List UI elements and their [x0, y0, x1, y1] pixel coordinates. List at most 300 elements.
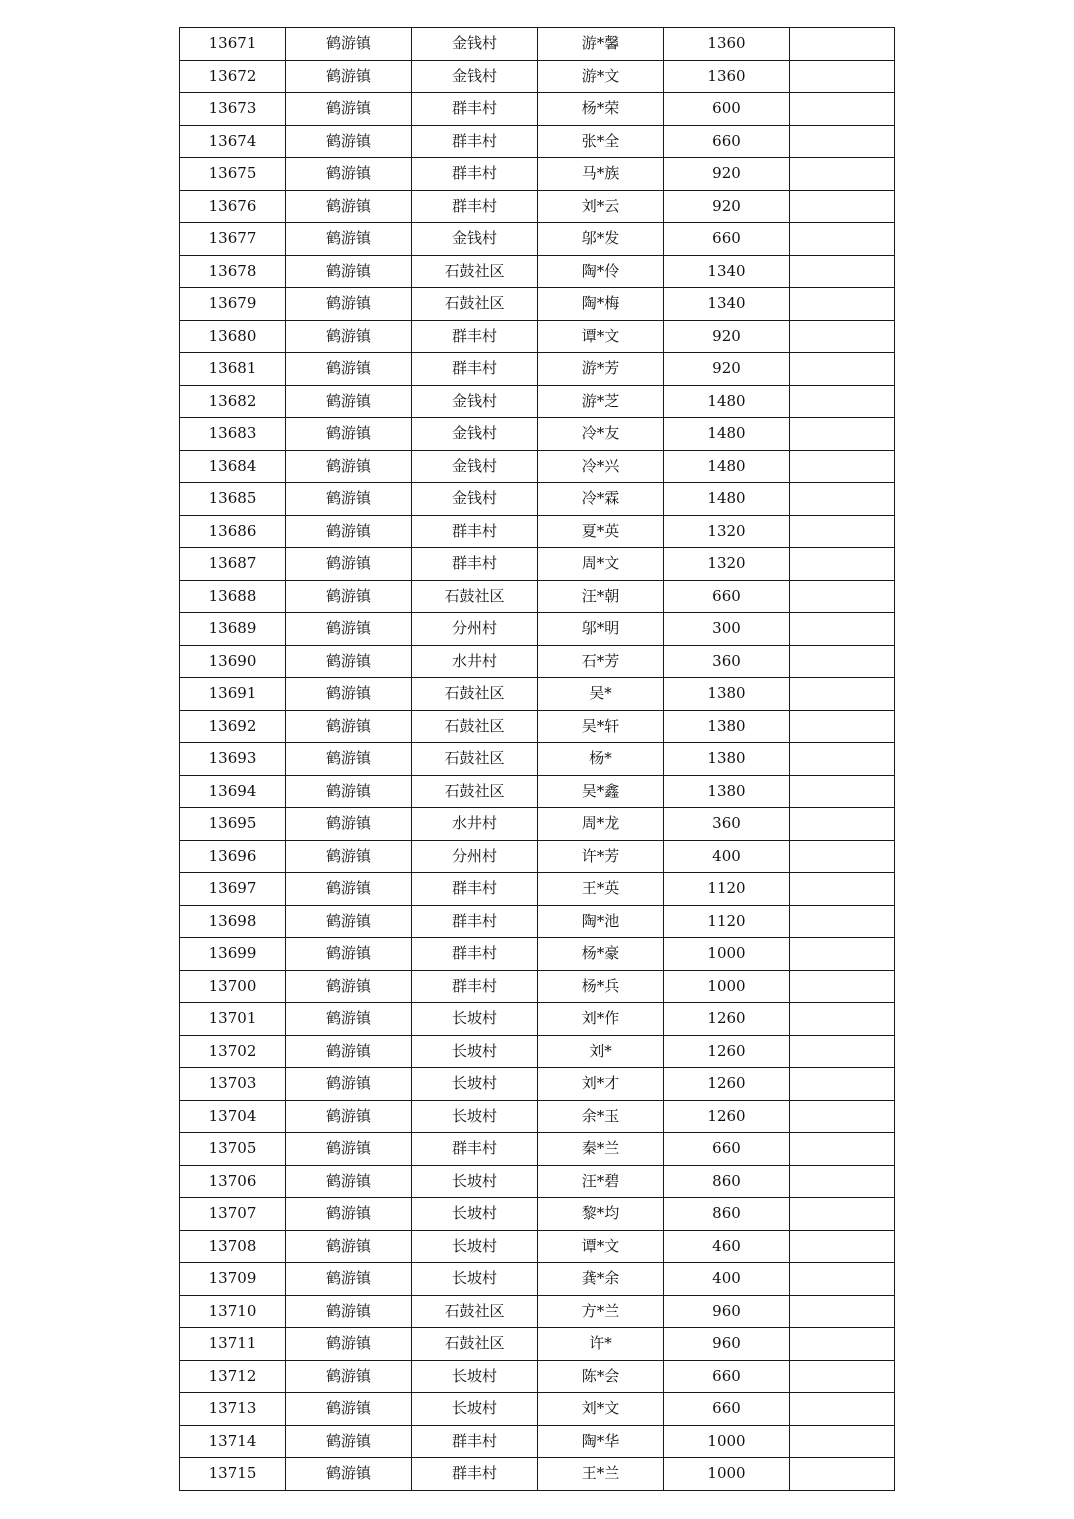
name-cell: 谭*文: [538, 1230, 664, 1263]
amount-cell: 1000: [664, 1425, 790, 1458]
note-cell: [790, 158, 895, 191]
amount-cell: 1000: [664, 938, 790, 971]
amount-cell: 660: [664, 1133, 790, 1166]
table-row: [180, 840, 895, 873]
name-cell: 余*玉: [538, 1100, 664, 1133]
name-cell: 冷*霖: [538, 483, 664, 516]
note-cell: [790, 580, 895, 613]
note-cell: [790, 418, 895, 451]
name-cell: 汪*朝: [538, 580, 664, 613]
row-id-cell: 13675: [180, 158, 286, 191]
town-cell: 鹤游镇: [286, 1035, 412, 1068]
row-id-cell: 13690: [180, 645, 286, 678]
table-row: [180, 1360, 895, 1393]
name-cell: 陶*梅: [538, 288, 664, 321]
town-cell: 鹤游镇: [286, 548, 412, 581]
village-cell: 群丰村: [412, 158, 538, 191]
village-cell: 金钱村: [412, 28, 538, 61]
row-id-cell: 13691: [180, 678, 286, 711]
name-cell: 张*全: [538, 125, 664, 158]
note-cell: [790, 1328, 895, 1361]
name-cell: 邬*明: [538, 613, 664, 646]
amount-cell: 360: [664, 645, 790, 678]
note-cell: [790, 1003, 895, 1036]
name-cell: 吴*鑫: [538, 775, 664, 808]
table-row: [180, 158, 895, 191]
amount-cell: 1360: [664, 60, 790, 93]
note-cell: [790, 1068, 895, 1101]
table-row: [180, 288, 895, 321]
note-cell: [790, 873, 895, 906]
town-cell: 鹤游镇: [286, 1458, 412, 1491]
village-cell: 长坡村: [412, 1068, 538, 1101]
table-row: [180, 873, 895, 906]
town-cell: 鹤游镇: [286, 190, 412, 223]
village-cell: 群丰村: [412, 970, 538, 1003]
amount-cell: 1260: [664, 1068, 790, 1101]
row-id-cell: 13700: [180, 970, 286, 1003]
town-cell: 鹤游镇: [286, 1230, 412, 1263]
table-row: [180, 28, 895, 61]
table-row: [180, 450, 895, 483]
amount-cell: 1480: [664, 483, 790, 516]
table-row: [180, 1328, 895, 1361]
name-cell: 王*英: [538, 873, 664, 906]
name-cell: 冷*兴: [538, 450, 664, 483]
town-cell: 鹤游镇: [286, 515, 412, 548]
name-cell: 方*兰: [538, 1295, 664, 1328]
village-cell: 长坡村: [412, 1263, 538, 1296]
row-id-cell: 13677: [180, 223, 286, 256]
amount-cell: 920: [664, 320, 790, 353]
table-row: [180, 548, 895, 581]
village-cell: 群丰村: [412, 905, 538, 938]
table-row: [180, 483, 895, 516]
village-cell: 分州村: [412, 613, 538, 646]
name-cell: 石*芳: [538, 645, 664, 678]
row-id-cell: 13679: [180, 288, 286, 321]
town-cell: 鹤游镇: [286, 158, 412, 191]
row-id-cell: 13708: [180, 1230, 286, 1263]
name-cell: 刘*作: [538, 1003, 664, 1036]
row-id-cell: 13676: [180, 190, 286, 223]
name-cell: 周*龙: [538, 808, 664, 841]
name-cell: 邬*发: [538, 223, 664, 256]
amount-cell: 1120: [664, 905, 790, 938]
row-id-cell: 13681: [180, 353, 286, 386]
amount-cell: 1320: [664, 515, 790, 548]
row-id-cell: 13688: [180, 580, 286, 613]
note-cell: [790, 1360, 895, 1393]
town-cell: 鹤游镇: [286, 60, 412, 93]
row-id-cell: 13707: [180, 1198, 286, 1231]
town-cell: 鹤游镇: [286, 775, 412, 808]
note-cell: [790, 1035, 895, 1068]
amount-cell: 1480: [664, 385, 790, 418]
name-cell: 游*芳: [538, 353, 664, 386]
row-id-cell: 13692: [180, 710, 286, 743]
village-cell: 群丰村: [412, 320, 538, 353]
note-cell: [790, 743, 895, 776]
name-cell: 杨*兵: [538, 970, 664, 1003]
name-cell: 吴*: [538, 678, 664, 711]
name-cell: 王*兰: [538, 1458, 664, 1491]
amount-cell: 1380: [664, 678, 790, 711]
amount-cell: 920: [664, 353, 790, 386]
row-id-cell: 13714: [180, 1425, 286, 1458]
row-id-cell: 13701: [180, 1003, 286, 1036]
name-cell: 许*芳: [538, 840, 664, 873]
row-id-cell: 13680: [180, 320, 286, 353]
town-cell: 鹤游镇: [286, 1068, 412, 1101]
amount-cell: 460: [664, 1230, 790, 1263]
name-cell: 周*文: [538, 548, 664, 581]
note-cell: [790, 320, 895, 353]
table-row: [180, 1068, 895, 1101]
note-cell: [790, 1425, 895, 1458]
village-cell: 石鼓社区: [412, 288, 538, 321]
name-cell: 黎*均: [538, 1198, 664, 1231]
amount-cell: 860: [664, 1165, 790, 1198]
village-cell: 金钱村: [412, 450, 538, 483]
village-cell: 长坡村: [412, 1360, 538, 1393]
village-cell: 群丰村: [412, 548, 538, 581]
town-cell: 鹤游镇: [286, 580, 412, 613]
note-cell: [790, 775, 895, 808]
table-row: [180, 905, 895, 938]
village-cell: 金钱村: [412, 385, 538, 418]
note-cell: [790, 190, 895, 223]
table-row: [180, 320, 895, 353]
amount-cell: 1260: [664, 1035, 790, 1068]
town-cell: 鹤游镇: [286, 645, 412, 678]
amount-cell: 860: [664, 1198, 790, 1231]
row-id-cell: 13682: [180, 385, 286, 418]
village-cell: 分州村: [412, 840, 538, 873]
row-id-cell: 13702: [180, 1035, 286, 1068]
amount-cell: 660: [664, 223, 790, 256]
table-row: [180, 1100, 895, 1133]
note-cell: [790, 1100, 895, 1133]
note-cell: [790, 450, 895, 483]
name-cell: 龚*余: [538, 1263, 664, 1296]
table-row: [180, 418, 895, 451]
town-cell: 鹤游镇: [286, 970, 412, 1003]
town-cell: 鹤游镇: [286, 1165, 412, 1198]
name-cell: 刘*: [538, 1035, 664, 1068]
amount-cell: 400: [664, 840, 790, 873]
village-cell: 群丰村: [412, 93, 538, 126]
note-cell: [790, 613, 895, 646]
town-cell: 鹤游镇: [286, 1393, 412, 1426]
amount-cell: 1260: [664, 1100, 790, 1133]
row-id-cell: 13715: [180, 1458, 286, 1491]
amount-cell: 1380: [664, 710, 790, 743]
table-row: [180, 60, 895, 93]
name-cell: 陶*伶: [538, 255, 664, 288]
village-cell: 长坡村: [412, 1198, 538, 1231]
town-cell: 鹤游镇: [286, 385, 412, 418]
amount-cell: 920: [664, 190, 790, 223]
name-cell: 许*: [538, 1328, 664, 1361]
town-cell: 鹤游镇: [286, 125, 412, 158]
amount-cell: 300: [664, 613, 790, 646]
row-id-cell: 13698: [180, 905, 286, 938]
amount-cell: 920: [664, 158, 790, 191]
row-id-cell: 13703: [180, 1068, 286, 1101]
row-id-cell: 13697: [180, 873, 286, 906]
amount-cell: 660: [664, 1360, 790, 1393]
name-cell: 刘*云: [538, 190, 664, 223]
row-id-cell: 13712: [180, 1360, 286, 1393]
table-row: [180, 385, 895, 418]
town-cell: 鹤游镇: [286, 320, 412, 353]
note-cell: [790, 710, 895, 743]
name-cell: 秦*兰: [538, 1133, 664, 1166]
note-cell: [790, 808, 895, 841]
town-cell: 鹤游镇: [286, 743, 412, 776]
amount-cell: 1380: [664, 775, 790, 808]
table-row: [180, 93, 895, 126]
note-cell: [790, 905, 895, 938]
village-cell: 群丰村: [412, 1133, 538, 1166]
table-row: [180, 775, 895, 808]
row-id-cell: 13674: [180, 125, 286, 158]
table-row: [180, 1035, 895, 1068]
village-cell: 群丰村: [412, 515, 538, 548]
name-cell: 冷*友: [538, 418, 664, 451]
village-cell: 金钱村: [412, 60, 538, 93]
table-row: [180, 580, 895, 613]
village-cell: 群丰村: [412, 873, 538, 906]
village-cell: 水井村: [412, 808, 538, 841]
row-id-cell: 13710: [180, 1295, 286, 1328]
village-cell: 群丰村: [412, 125, 538, 158]
amount-cell: 1360: [664, 28, 790, 61]
row-id-cell: 13683: [180, 418, 286, 451]
table-row: [180, 1425, 895, 1458]
name-cell: 刘*才: [538, 1068, 664, 1101]
note-cell: [790, 60, 895, 93]
village-cell: 长坡村: [412, 1035, 538, 1068]
table-row: [180, 613, 895, 646]
town-cell: 鹤游镇: [286, 1003, 412, 1036]
table-row: [180, 223, 895, 256]
village-cell: 长坡村: [412, 1100, 538, 1133]
name-cell: 刘*文: [538, 1393, 664, 1426]
row-id-cell: 13695: [180, 808, 286, 841]
table-row: [180, 515, 895, 548]
town-cell: 鹤游镇: [286, 905, 412, 938]
amount-cell: 660: [664, 1393, 790, 1426]
note-cell: [790, 1133, 895, 1166]
name-cell: 谭*文: [538, 320, 664, 353]
note-cell: [790, 1295, 895, 1328]
note-cell: [790, 1393, 895, 1426]
town-cell: 鹤游镇: [286, 353, 412, 386]
note-cell: [790, 385, 895, 418]
amount-cell: 1260: [664, 1003, 790, 1036]
row-id-cell: 13672: [180, 60, 286, 93]
village-cell: 群丰村: [412, 190, 538, 223]
note-cell: [790, 1458, 895, 1491]
name-cell: 杨*: [538, 743, 664, 776]
note-cell: [790, 970, 895, 1003]
town-cell: 鹤游镇: [286, 28, 412, 61]
register-table-body: [180, 28, 895, 1491]
town-cell: 鹤游镇: [286, 1425, 412, 1458]
table-row: [180, 1198, 895, 1231]
row-id-cell: 13711: [180, 1328, 286, 1361]
table-row: [180, 1230, 895, 1263]
name-cell: 游*文: [538, 60, 664, 93]
name-cell: 杨*豪: [538, 938, 664, 971]
amount-cell: 960: [664, 1328, 790, 1361]
town-cell: 鹤游镇: [286, 1133, 412, 1166]
village-cell: 水井村: [412, 645, 538, 678]
town-cell: 鹤游镇: [286, 1263, 412, 1296]
village-cell: 石鼓社区: [412, 1295, 538, 1328]
row-id-cell: 13673: [180, 93, 286, 126]
name-cell: 陶*华: [538, 1425, 664, 1458]
note-cell: [790, 515, 895, 548]
town-cell: 鹤游镇: [286, 613, 412, 646]
row-id-cell: 13678: [180, 255, 286, 288]
table-row: [180, 353, 895, 386]
row-id-cell: 13705: [180, 1133, 286, 1166]
amount-cell: 660: [664, 125, 790, 158]
amount-cell: 1480: [664, 418, 790, 451]
row-id-cell: 13696: [180, 840, 286, 873]
row-id-cell: 13687: [180, 548, 286, 581]
town-cell: 鹤游镇: [286, 1100, 412, 1133]
row-id-cell: 13704: [180, 1100, 286, 1133]
village-cell: 群丰村: [412, 1458, 538, 1491]
town-cell: 鹤游镇: [286, 223, 412, 256]
row-id-cell: 13685: [180, 483, 286, 516]
note-cell: [790, 645, 895, 678]
table-row: [180, 743, 895, 776]
town-cell: 鹤游镇: [286, 288, 412, 321]
village-cell: 石鼓社区: [412, 710, 538, 743]
town-cell: 鹤游镇: [286, 1198, 412, 1231]
village-cell: 石鼓社区: [412, 775, 538, 808]
table-row: [180, 710, 895, 743]
amount-cell: 1000: [664, 970, 790, 1003]
name-cell: 杨*荣: [538, 93, 664, 126]
village-cell: 石鼓社区: [412, 580, 538, 613]
note-cell: [790, 938, 895, 971]
town-cell: 鹤游镇: [286, 808, 412, 841]
row-id-cell: 13693: [180, 743, 286, 776]
note-cell: [790, 353, 895, 386]
register-table: [179, 27, 895, 1491]
village-cell: 金钱村: [412, 418, 538, 451]
village-cell: 石鼓社区: [412, 743, 538, 776]
note-cell: [790, 840, 895, 873]
row-id-cell: 13689: [180, 613, 286, 646]
name-cell: 马*族: [538, 158, 664, 191]
row-id-cell: 13713: [180, 1393, 286, 1426]
table-row: [180, 1165, 895, 1198]
amount-cell: 360: [664, 808, 790, 841]
amount-cell: 1380: [664, 743, 790, 776]
name-cell: 游*芝: [538, 385, 664, 418]
note-cell: [790, 548, 895, 581]
note-cell: [790, 288, 895, 321]
table-row: [180, 1393, 895, 1426]
town-cell: 鹤游镇: [286, 1360, 412, 1393]
note-cell: [790, 1230, 895, 1263]
town-cell: 鹤游镇: [286, 710, 412, 743]
amount-cell: 1320: [664, 548, 790, 581]
town-cell: 鹤游镇: [286, 938, 412, 971]
row-id-cell: 13686: [180, 515, 286, 548]
town-cell: 鹤游镇: [286, 1295, 412, 1328]
name-cell: 游*馨: [538, 28, 664, 61]
table-row: [180, 1003, 895, 1036]
row-id-cell: 13671: [180, 28, 286, 61]
village-cell: 长坡村: [412, 1230, 538, 1263]
note-cell: [790, 223, 895, 256]
town-cell: 鹤游镇: [286, 450, 412, 483]
table-row: [180, 255, 895, 288]
note-cell: [790, 93, 895, 126]
town-cell: 鹤游镇: [286, 678, 412, 711]
row-id-cell: 13699: [180, 938, 286, 971]
amount-cell: 1340: [664, 255, 790, 288]
table-row: [180, 1295, 895, 1328]
town-cell: 鹤游镇: [286, 1328, 412, 1361]
note-cell: [790, 255, 895, 288]
village-cell: 石鼓社区: [412, 1328, 538, 1361]
name-cell: 吴*轩: [538, 710, 664, 743]
name-cell: 陶*池: [538, 905, 664, 938]
table-row: [180, 1263, 895, 1296]
village-cell: 石鼓社区: [412, 255, 538, 288]
amount-cell: 660: [664, 580, 790, 613]
amount-cell: 1480: [664, 450, 790, 483]
table-row: [180, 678, 895, 711]
row-id-cell: 13706: [180, 1165, 286, 1198]
row-id-cell: 13684: [180, 450, 286, 483]
table-row: [180, 1133, 895, 1166]
table-row: [180, 1458, 895, 1491]
note-cell: [790, 1198, 895, 1231]
note-cell: [790, 483, 895, 516]
amount-cell: 1000: [664, 1458, 790, 1491]
table-row: [180, 645, 895, 678]
name-cell: 汪*碧: [538, 1165, 664, 1198]
amount-cell: 1340: [664, 288, 790, 321]
town-cell: 鹤游镇: [286, 873, 412, 906]
table-row: [180, 808, 895, 841]
village-cell: 长坡村: [412, 1393, 538, 1426]
row-id-cell: 13709: [180, 1263, 286, 1296]
amount-cell: 600: [664, 93, 790, 126]
row-id-cell: 13694: [180, 775, 286, 808]
note-cell: [790, 1165, 895, 1198]
table-row: [180, 970, 895, 1003]
name-cell: 陈*会: [538, 1360, 664, 1393]
town-cell: 鹤游镇: [286, 840, 412, 873]
note-cell: [790, 28, 895, 61]
amount-cell: 960: [664, 1295, 790, 1328]
town-cell: 鹤游镇: [286, 93, 412, 126]
table-row: [180, 125, 895, 158]
amount-cell: 1120: [664, 873, 790, 906]
village-cell: 群丰村: [412, 938, 538, 971]
